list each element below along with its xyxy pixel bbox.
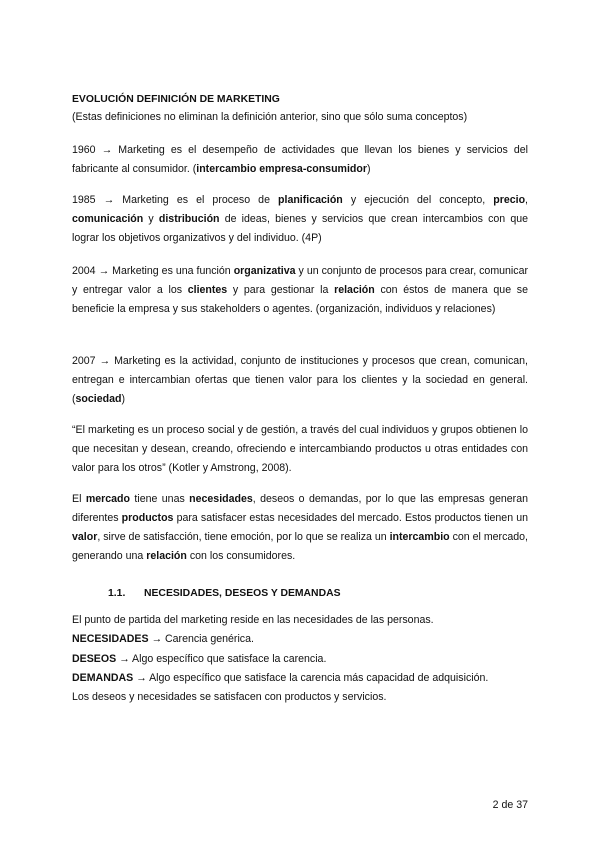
list-closing: Los deseos y necesidades se satisfacen con productos y servicios.	[72, 691, 387, 703]
section-heading	[108, 588, 341, 599]
kotler-quote: “El marketing es un proceso social y de gestión, a través del cual individuos y grupos obtienen lo que necesitan y desean, creando, ofreciendo e intercambiando productos u otras entidades con valor para los otros” (Kotler y Amstrong, 2008).	[72, 424, 528, 474]
document-subtitle: (Estas definiciones no eliminan la definición anterior, sino que sólo suma conceptos)	[72, 111, 468, 123]
section-number: 1.1.	[108, 588, 126, 599]
paragraph-1985: 1985 → Marketing es el proceso de planificación y ejecución del concepto, precio, comunicación y distribución de ideas, bienes y servicios que crean intercambios con que lograr los objetivos organizativos y del individuo. (4P)	[72, 194, 528, 244]
section-title: NECESIDADES, DESEOS Y DEMANDAS	[144, 588, 341, 599]
list-item-necesidades: NECESIDADES → Carencia genérica.	[72, 633, 254, 645]
page-number: 2 de 37	[492, 799, 528, 811]
paragraph-2004: 2004 → Marketing es una función organizativa y un conjunto de procesos para crear, comunicar y entregar valor a los clientes y para gestionar la relación con éstos de manera que se beneficie la empresa y sus stakeholders o agentes. (organización, individuos y relaciones)	[72, 265, 528, 315]
paragraph-mercado: El mercado tiene unas necesidades, deseos o demandas, por lo que las empresas generan diferentes productos para satisfacer estas necesidades del mercado. Estos productos tienen un valor, sirve de satisfacción, tiene emoción, por lo que se realiza un intercambio con el mercado, generando una relación con los consumidores.	[72, 493, 528, 562]
paragraph-1960: 1960 → Marketing es el desempeño de actividades que llevan los bienes y servicios del fabricante al consumidor. (intercambio empresa-consumidor)	[72, 144, 528, 175]
list-item-demandas: DEMANDAS → Algo específico que satisface la carencia más capacidad de adquisición.	[72, 672, 489, 684]
document-title: EVOLUCIÓN DEFINICIÓN DE MARKETING	[72, 94, 280, 105]
paragraph-2007: 2007 → Marketing es la actividad, conjunto de instituciones y procesos que crean, comunican, entregan e intercambian ofertas que tienen valor para los clientes y la sociedad en general. (sociedad)	[72, 355, 528, 405]
list-intro: El punto de partida del marketing reside en las necesidades de las personas.	[72, 614, 434, 626]
list-item-deseos: DESEOS → Algo específico que satisface la carencia.	[72, 653, 327, 665]
